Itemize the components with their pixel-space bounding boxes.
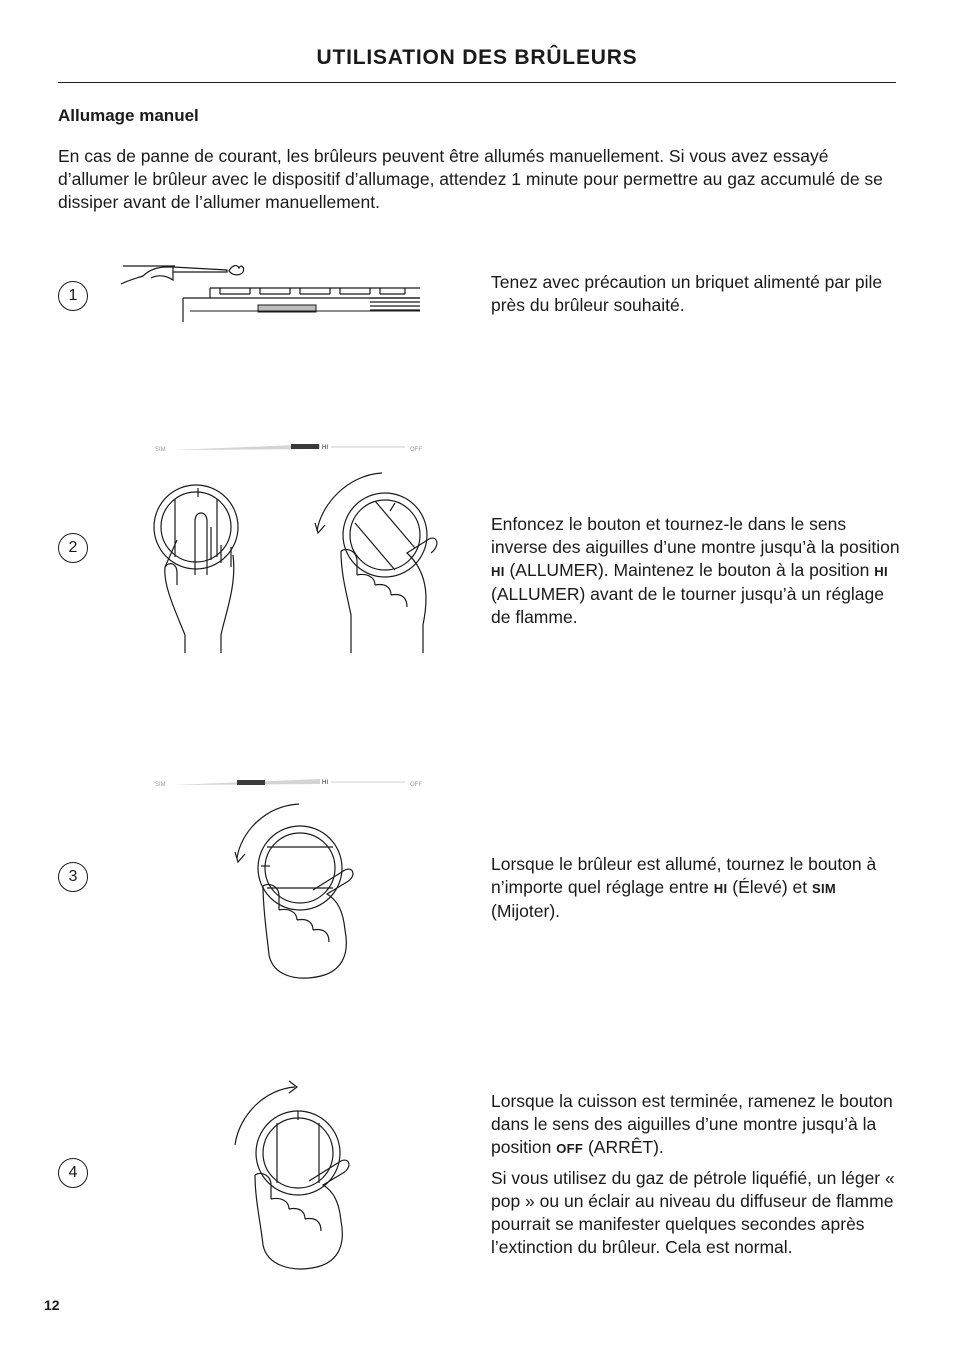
section-heading: Allumage manuel — [58, 106, 199, 125]
step-2-number: 2 — [58, 533, 88, 563]
hi-setting-label: HI — [874, 564, 888, 579]
dial-label-off: OFF — [410, 447, 422, 453]
dial-label-sim: SIM — [155, 447, 166, 453]
step-3-text — [491, 853, 901, 930]
step-4-paragraph: Lorsque la cuisson est terminée, ramenez le bouton dans le sens des aiguilles d’une montre jusqu’à la position OFF (ARRÊT). — [491, 1091, 893, 1157]
page-title: UTILISATION DES BRÛLEURS — [316, 46, 638, 69]
hi-setting-label: HI — [491, 564, 505, 579]
step-1-number: 1 — [58, 281, 88, 311]
off-setting-label: OFF — [556, 1141, 584, 1156]
page-number: 12 — [44, 1297, 60, 1313]
dial-label-sim: SIM — [155, 782, 166, 788]
intro-paragraph: En cas de panne de courant, les brûleurs peuvent être allumés manuellement. Si vous avez essayé d’allumer le brûleur avec le dispositif d’allumage, attendez 1 minute pour permettre au gaz accumulé de se dissiper avant de l’allumer manuellement. — [58, 146, 883, 212]
step-4-text — [491, 1090, 901, 1266]
step-1-paragraph: Tenez avec précaution un briquet alimenté par pile près du brûleur souhaité. — [491, 272, 883, 315]
step-3-number: 3 — [58, 862, 88, 892]
dial-label-hi: HI — [322, 445, 328, 451]
step-3-paragraph: Lorsque le brûleur est allumé, tournez le bouton à n’importe quel réglage entre HI (Élevé) et SIM (Mijoter). — [491, 854, 877, 921]
lighter-burner-illustration — [115, 258, 425, 326]
dial-label-hi: HI — [322, 780, 328, 786]
knob-push-turn-illustration — [145, 435, 445, 655]
step-2-text — [491, 513, 901, 636]
dial-label-off: OFF — [410, 782, 422, 788]
title-divider — [58, 82, 896, 83]
sim-setting-label: SIM — [812, 881, 837, 896]
step-1-text — [491, 271, 901, 324]
step-2-paragraph: Enfoncez le bouton et tournez-le dans le sens inverse des aiguilles d’une montre jusqu’à la position HI (ALLUMER). Maintenez le bouton à la position HI (ALLUMER) avant de le tourner jusqu’à un réglage de flamme. — [491, 514, 900, 627]
step-4-number: 4 — [58, 1158, 88, 1188]
step-4-paragraph-2: Si vous utilisez du gaz de pétrole liquéfié, un léger « pop » ou un éclair au niveau du diffuseur de flamme pourrait se manifester quelques secondes après l’extinction du brûleur. Cela est normal. — [491, 1168, 895, 1257]
knob-adjust-flame-illustration — [145, 770, 445, 985]
hi-setting-label: HI — [713, 881, 728, 896]
knob-turn-off-illustration — [225, 1075, 375, 1275]
